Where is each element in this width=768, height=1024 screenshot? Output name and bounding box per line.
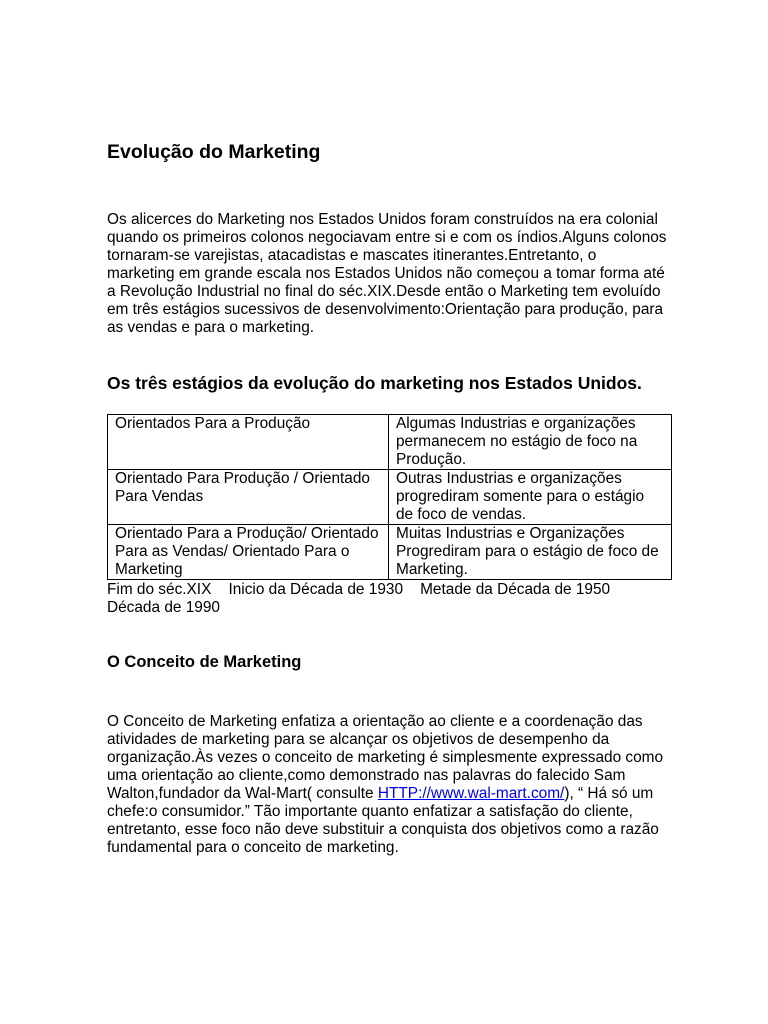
stage-cell: Orientados Para a Produção <box>108 415 389 470</box>
intro-paragraph: Os alicerces do Marketing nos Estados Unidos foram construídos na era colonial quando os primeiros colonos negociavam entre si e com os índios.Alguns colonos tornaram-se varejistas, atacadistas e mascates itinerantes.Entretanto, o marketing em grande escala nos Estados Unidos não começou a tomar forma até a Revolução Industrial no final do séc.XIX.Desde então o Marketing tem evoluído em três estágios sucessivos de desenvolvimento:Orientação para produção, para as vendas e para o marketing. <box>107 211 667 336</box>
stage-description-cell: Outras Industrias e organizações progrediram somente para o estágio de foco de vendas. <box>389 470 672 525</box>
table-row <box>108 470 672 525</box>
walmart-link[interactable]: HTTP://www.wal-mart.com/ <box>377 785 565 802</box>
concept-text-before-link: O Conceito de Marketing enfatiza a orientação ao cliente e a coordenação das atividades de marketing para se alcançar os objetivos de desempenho da organização.Às vezes o conceito de marketing é simplesmente expressado como uma orientação ao cliente,como demonstrado nas palavras do falecido Sam Walton,fundador da Wal-Mart( consulte <box>107 713 664 802</box>
stage-description-cell: Algumas Industrias e organizações permanecem no estágio de foco na Produção. <box>389 415 672 470</box>
concept-heading: O Conceito de Marketing <box>107 653 302 671</box>
stages-heading: Os três estágios da evolução do marketing nos Estados Unidos. <box>107 373 642 393</box>
stage-cell: Orientado Para a Produção/ Orientado Para as Vendas/ Orientado Para o Marketing <box>108 525 389 580</box>
timeline-text: Fim do séc.XIX Inicio da Década de 1930 Metade da Década de 1950 Década de 1990 <box>107 581 619 616</box>
document-title: Evolução do Marketing <box>107 141 321 163</box>
table-row <box>108 415 672 470</box>
concept-paragraph <box>107 713 667 857</box>
table-row <box>108 525 672 580</box>
stages-table <box>107 414 672 580</box>
stage-cell: Orientado Para Produção / Orientado Para Vendas <box>108 470 389 525</box>
concept-text-after-link: ), “ Há só um chefe:o consumidor.” Tão importante quanto enfatizar a satisfação do cliente, entretanto, esse foco não deve substituir a conquista dos objetivos como a razão fundamental para o conceito de marketing. <box>107 785 659 856</box>
stage-description-cell: Muitas Industrias e Organizações Progrediram para o estágio de foco de Marketing. <box>389 525 672 580</box>
